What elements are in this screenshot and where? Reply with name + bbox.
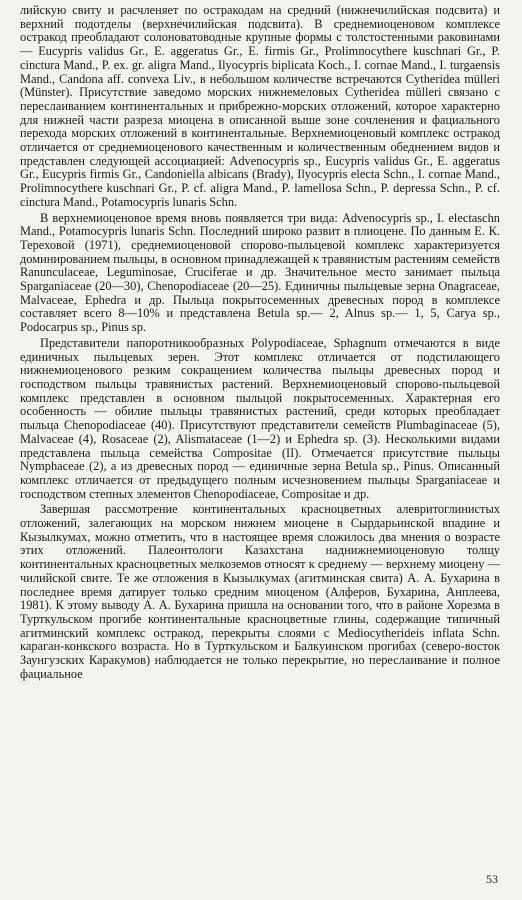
paragraph-3: Представители папоротникообразных Polypodiaceae, Sphagnum отмечаются в виде единичных пыльцевых зерен. Этот комплекс отличается от подстилающего нижнемиоценового резким сокращением количества пыльцы древесных пород и господством пыльцы травянистых растений. Верхнемиоценовый спорово-пыльцевой комплекс представлен в основном пыльцой покрытосеменных. Характерная его особенность — обилие пыльцы травянистых растений, среди которых преобладает пыльца Chenopodiaceae (40). Присутствуют представители семейств Plumbaginaceae (5), Malvaceae (4), Rosaceae (2), Alismataceae (1—2) и Ephedra sp. (3). Несколькими видами представлена пыльца семейства Compositae (II). Отмечается присутствие пыльцы Nymphaceae (2), а из древесных пород — единичные зерна Betula sp., Pinus. Описанный комплекс отличается от предыдущего полным исчезновением пыльцы Sparganiaceae и господством степных элементов Chenopodiaceae, Compositae и др. xyxy=(20,335,500,501)
paragraph-2: В верхнемиоценовое время вновь появляется три вида: Advenocypris sp., I. electaschn Mand., Potamocypris lunaris Schn. Последний широко развит в плиоцене. По данным Е. К. Тереховой (1971), среднемиоценовой спорово-пыльцевой комплекс характеризуется доминированием пыльцы, в основном принадлежащей к травянистым растениям семейств Ranunculaceae, Leguminosae, Cruciferae и др. Значительное место занимает пыльца Sparganiaceae (20—30), Chenopodiaceae (20—25). Единичны пыльцевые зерна Onagraceae, Malvaceae, Ephedra и др. Пыльца покрытосеменных древесных пород в комплексе составляет всего 8—10% и представлена Betula sp.— 2, Alnus sp.— 1, 5, Carya sp., Podocarpus sp., Pinus sp. xyxy=(20,210,500,335)
body-text xyxy=(20,4,500,681)
page-number: 53 xyxy=(486,872,498,886)
paragraph-4: Завершая рассмотрение континентальных красноцветных алевритоглинистых отложений, залегающих на морском нижнем миоцене в Сырдарьинской впадине и Кызылкумах, можно отметить, что в настоящее время сложилось два мнения о возрасте этих отложений. Палеонтологи Казахстана наднижнемиоценовую толщу континентальных красноцветных мелкоземов относят к среднему — верхнему миоцену — чилийской свите. Те же отложения в Кызылкумах (агитминская свита) А. А. Бухарина в последнее время датирует только средним миоценом (Алферов, Бухарина, Анплеева, 1981). К этому выводу А. А. Бухарина пришла на основании того, что в районе Хорезма в Турткульском прогибе континентальные красноцветные глины, содержащие типичный агитминский комплекс остракод, перекрыты слоями с Mediocytherideis inflata Schn. караган-конкского возраста. Но в Турткульском и Балкуинском прогибах (северо-восток Заунгузских Каракумов) наблюдается не только перекрытие, но переслаивание и полное фациальное xyxy=(20,502,500,681)
paragraph-1: лийскую свиту и расчленяет по остракодам на средний (нижнечилийская подсвита) и верхний подотделы (верхнечилийская подсвита). В среднемиоценовом комплексе остракод преобладают солоноватоводные крупные формы с толстостенными раковинами — Eucypris validus Gr., E. aggeratus Gr., E. firmis Gr., Prolimnocythere kuschnari Gr., P. cinctura Mand., P. ex. gr. aligra Mand., Ilyocypris biplicata Koch., I. cornae Mand., I. turgaensis Mand., Candona aff. convexa Liv., в небольшом количестве встречаются Cytheridea mülleri (Münster). Присутствие заведомо морских нижнемеловых Cytheridea mülleri связано с переслаиванием континентальных и прибрежно-морских отложений, которое характерно для нижней части разреза миоцена в описанной выше зоне сочленения и фациального перехода морских отложений в континентальные. Верхнемиоценовый комплекс остракод отличается от среднемиоценового качественным и количественным обеднением видов и представлен следующей ассоциацией: Advenocypris sp., Eucypris validus Gr., E. aggeratus Gr., Eucypris firmis Gr., Candoniella albicans (Brady), Ilyocypris electa Schn., I. cornae Mand., Prolimnocythere kuschnari Gr., P. cf. aligra Mand., P. lamellosa Schn., P. depressa Schn., P. cf. cinctura Mand., Potamocypris lunaris Schn. xyxy=(20,3,500,209)
